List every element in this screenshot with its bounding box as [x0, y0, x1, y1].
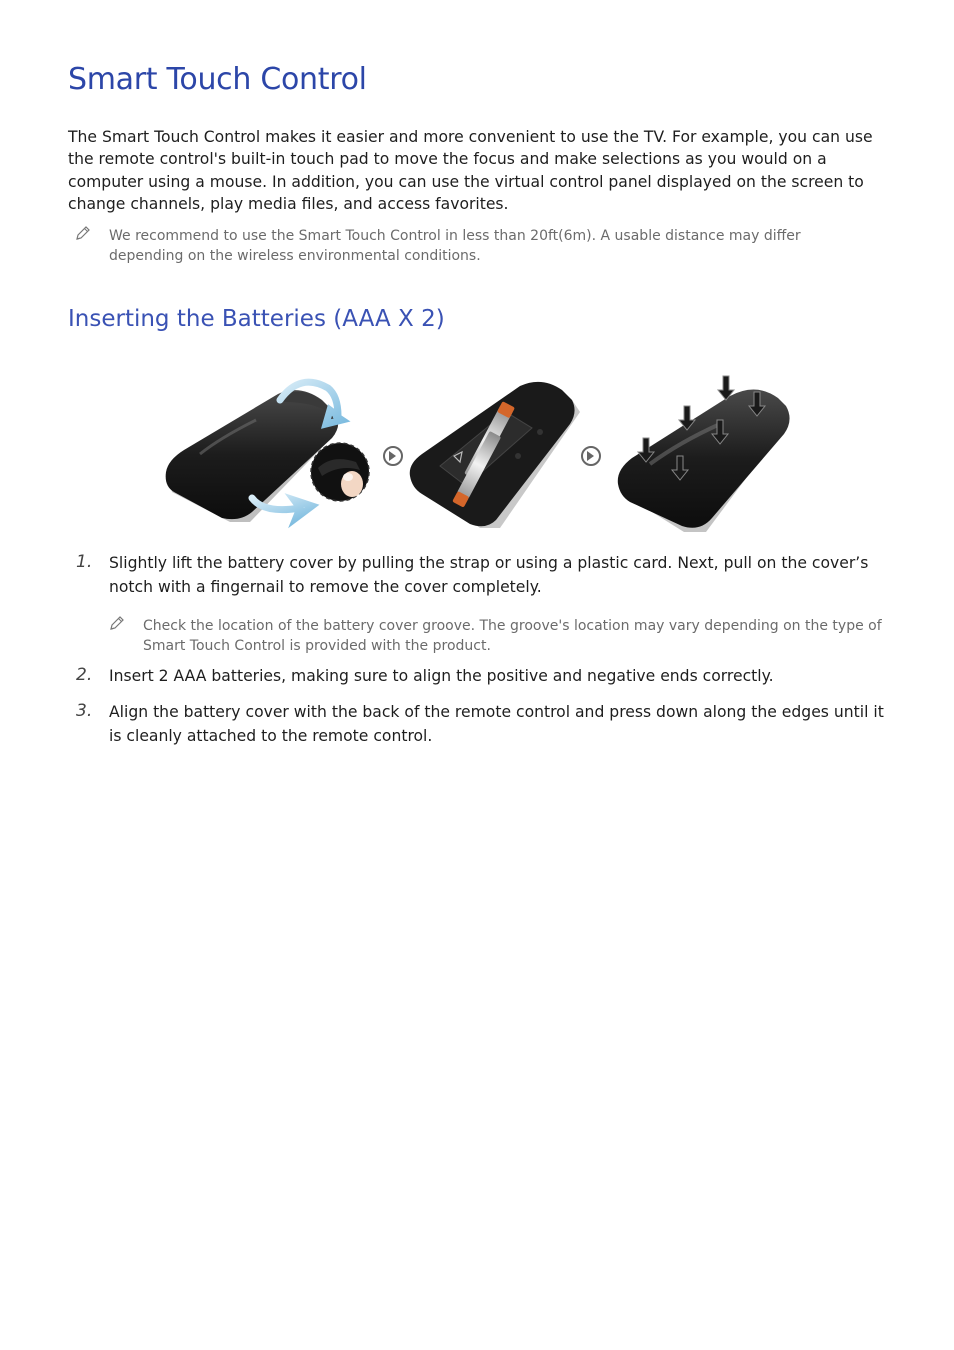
step-number: 3. — [76, 701, 93, 721]
remote-step2 — [410, 382, 580, 528]
arrow-right-circle-icon — [384, 447, 402, 465]
section-title: Inserting the Batteries (AAA X 2) — [68, 306, 445, 332]
step-text: Insert 2 AAA batteries, making sure to align the positive and negative ends correctly. — [109, 667, 774, 685]
step-number: 2. — [76, 665, 93, 685]
remote-step1 — [166, 382, 369, 522]
step-text: Align the battery cover with the back of the remote control and press down along the edges until it is cleanly attached to the remote control. — [109, 703, 884, 745]
arrow-right-circle-icon — [582, 447, 600, 465]
intro-note: We recommend to use the Smart Touch Control in less than 20ft(6m). A usable distance may differ depending on the wireless environmental conditions. — [109, 228, 801, 264]
remote-step3 — [618, 376, 790, 532]
step-number: 1. — [76, 552, 93, 572]
page-title: Smart Touch Control — [68, 62, 367, 97]
battery-insertion-illustration — [160, 372, 800, 542]
intro-paragraph: The Smart Touch Control makes it easier and more convenient to use the TV. For example, you can use the remote control's built-in touch pad to move the focus and make selections as you would on a computer using a mouse. In addition, you can use the virtual control panel displayed on the screen to change channels, play media files, and access favorites. — [68, 128, 873, 213]
pencil-icon — [108, 614, 126, 632]
step-text: Slightly lift the battery cover by pulling the strap or using a plastic card. Next, pull on the cover’s notch with a fingernail to remove the cover completely. — [109, 554, 869, 596]
pencil-icon — [74, 224, 92, 242]
step-note: Check the location of the battery cover groove. The groove's location may vary depending on the type of Smart Touch Control is provided with the product. — [143, 618, 882, 654]
